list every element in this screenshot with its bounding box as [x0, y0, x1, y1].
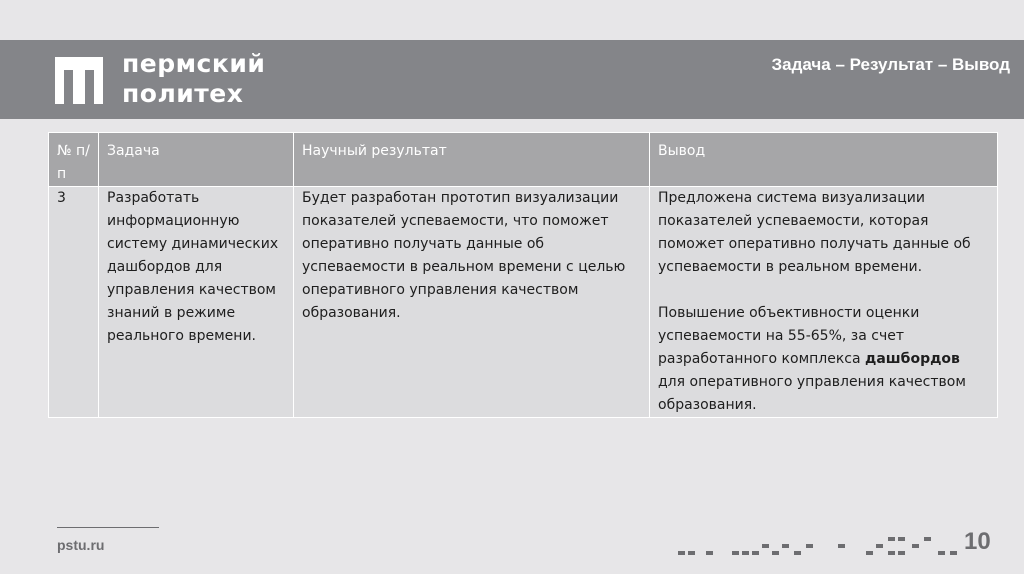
- column-header-conclusion: Вывод: [650, 133, 998, 187]
- cell-conclusion: [650, 187, 998, 418]
- task-result-table: [48, 132, 998, 418]
- conclusion-paragraph-2: [658, 302, 989, 417]
- footer-divider: [57, 527, 159, 528]
- decorative-dots-pattern: [676, 533, 961, 559]
- table-row: [49, 187, 998, 418]
- page-number: 10: [964, 528, 991, 555]
- table-header-row: [49, 133, 998, 187]
- logo-wordmark: [122, 49, 322, 109]
- cell-result: Будет разработан прототип визуализации показателей успеваемости, что поможет оперативно получать данные об успеваемости в реальном времени с целью оперативного управления качеством образования.: [294, 187, 650, 418]
- column-header-number: № п/п: [49, 133, 99, 187]
- logo-line-2: политех: [122, 79, 244, 108]
- conclusion-paragraph-1: Предложена система визуализации показателей успеваемости, которая поможет оперативно получать данные об успеваемости в реальном времени.: [658, 190, 971, 275]
- pstu-logo-icon: [55, 57, 103, 104]
- cell-task: Разработать информационную систему динамических дашбордов для управления качеством знаний в режиме реального времени.: [99, 187, 294, 418]
- column-header-task: Задача: [99, 133, 294, 187]
- cell-number: 3: [49, 187, 99, 418]
- footer-url: pstu.ru: [57, 537, 105, 553]
- conclusion-text-before: Повышение объективности оценки успеваемости на 55-65%, за счет разработанного комплекса: [658, 305, 920, 367]
- conclusion-text-after: для оперативного управления качеством образования.: [658, 374, 966, 413]
- column-header-result: Научный результат: [294, 133, 650, 187]
- conclusion-bold-word: дашбордов: [865, 351, 960, 367]
- logo-line-1: пермский: [122, 49, 266, 78]
- slide-title: Задача – Результат – Вывод: [771, 55, 1010, 74]
